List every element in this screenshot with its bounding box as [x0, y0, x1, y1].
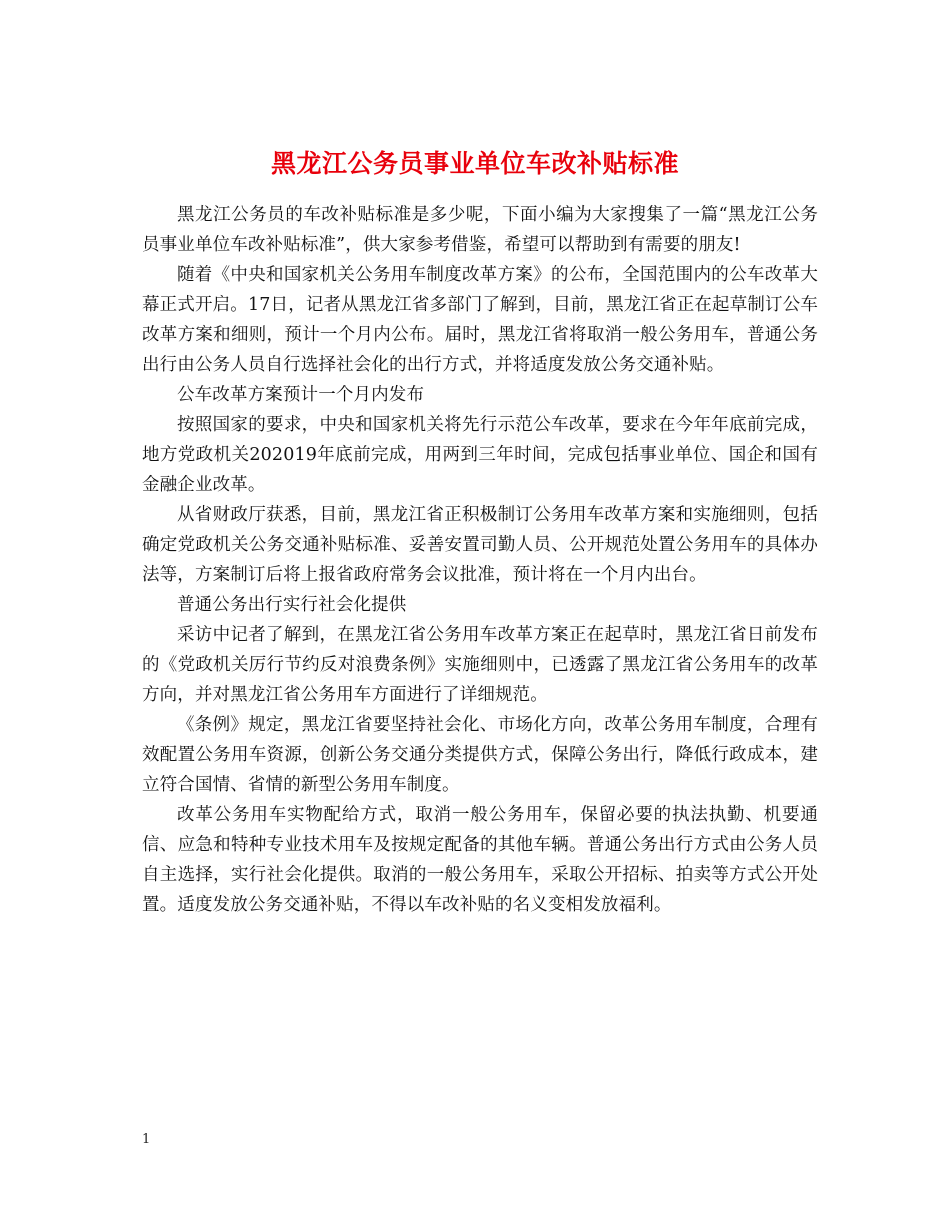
document-body: [142, 200, 818, 920]
section-heading-plan: 公车改革方案预计一个月内发布: [177, 385, 425, 405]
paragraph-regulation: 《条例》规定，黑龙江省要坚持社会化、市场化方向，改革公务用车制度，合理有效配置公务用车资源，创新公务交通分类提供方式，保障公务出行，降低行政成本，建立符合国情、省情的新型公务用车制度。: [142, 715, 818, 795]
paragraph-national-requirement: 按照国家的要求，中央和国家机关将先行示范公车改革，要求在今年年底前完成，地方党政机关202019年底前完成，用两到三年时间，完成包括事业单位、国企和国有金融企业改革。: [142, 415, 818, 495]
document-title: 黑龙江公务员事业单位车改补贴标准: [270, 148, 679, 178]
paragraph-intro: 黑龙江公务员的车改补贴标准是多少呢，下面小编为大家搜集了一篇“黑龙江公务员事业单位车改补贴标准”，供大家参考借鉴，希望可以帮助到有需要的朋友!: [142, 205, 818, 255]
paragraph-reform-method: 改革公务用车实物配给方式，取消一般公务用车，保留必要的执法执勤、机要通信、应急和特种专业技术用车及按规定配备的其他车辆。普通公务出行方式由公务人员自主选择，实行社会化提供。取消的一般公务用车，采取公开招标、拍卖等方式公开处置。适度发放公务交通补贴，不得以车改补贴的名义变相发放福利。: [142, 805, 818, 915]
page-number: 1: [142, 1132, 151, 1147]
paragraph-reform-launch: 随着《中央和国家机关公务用车制度改革方案》的公布，全国范围内的公车改革大幕正式开启。17日，记者从黑龙江省多部门了解到，目前，黑龙江省正在起草制订公车改革方案和细则，预计一个月内公布。届时，黑龙江省将取消一般公务用车，普通公务出行由公务人员自行选择社会化的出行方式，并将适度发放公务交通补贴。: [142, 265, 818, 375]
paragraph-interview: 采访中记者了解到，在黑龙江省公务用车改革方案正在起草时，黑龙江省日前发布的《党政机关厉行节约反对浪费条例》实施细则中，已透露了黑龙江省公务用车的改革方向，并对黑龙江省公务用车方面进行了详细规范。: [142, 625, 818, 705]
section-heading-socialized: 普通公务出行实行社会化提供: [177, 595, 407, 615]
paragraph-finance-dept: 从省财政厅获悉，目前，黑龙江省正积极制订公务用车改革方案和实施细则，包括确定党政机关公务交通补贴标准、妥善安置司勤人员、公开规范处置公务用车的具体办法等，方案制订后将上报省政府常务会议批准，预计将在一个月内出台。: [142, 505, 818, 585]
